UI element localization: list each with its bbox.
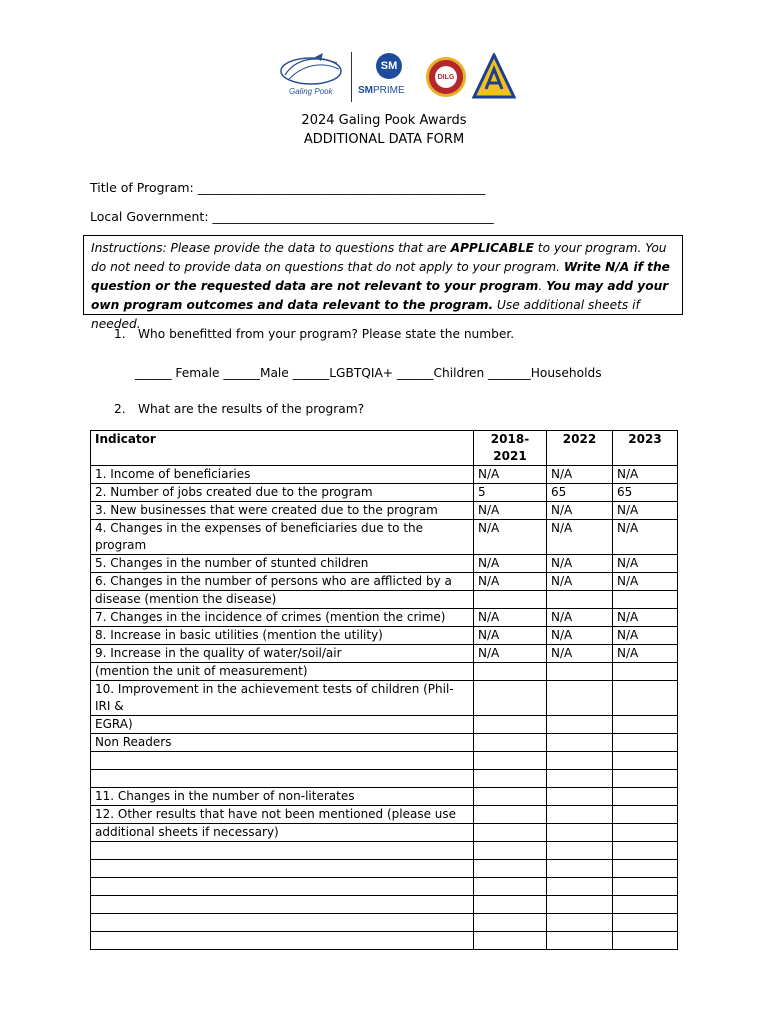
cell-2022[interactable]: [547, 752, 613, 770]
cell-2023[interactable]: [613, 914, 678, 932]
cell-2022[interactable]: [547, 896, 613, 914]
cell-2022[interactable]: N/A: [547, 520, 613, 555]
cell-2023[interactable]: [613, 806, 678, 824]
indicator-cell: [91, 932, 474, 950]
cell-2022[interactable]: [547, 716, 613, 734]
table-row: [91, 591, 678, 609]
cell-2023[interactable]: N/A: [613, 627, 678, 645]
table-row: [91, 932, 678, 950]
table-row: [91, 484, 678, 502]
cell-2018-2021[interactable]: N/A: [474, 520, 547, 555]
indicator-cell: [91, 752, 474, 770]
indicator-cell: 11. Changes in the number of non-literates: [91, 788, 474, 806]
cell-2018-2021[interactable]: [474, 824, 547, 842]
table-row: [91, 627, 678, 645]
local-government-field[interactable]: Local Government: _____________________________________________: [90, 209, 494, 224]
cell-2018-2021[interactable]: N/A: [474, 627, 547, 645]
cell-2022[interactable]: [547, 806, 613, 824]
cell-2018-2021[interactable]: N/A: [474, 555, 547, 573]
cell-2023[interactable]: [613, 932, 678, 950]
cell-2023[interactable]: N/A: [613, 502, 678, 520]
cell-2022[interactable]: N/A: [547, 627, 613, 645]
indicator-cell: Non Readers: [91, 734, 474, 752]
table-row: [91, 860, 678, 878]
cell-2018-2021[interactable]: 5: [474, 484, 547, 502]
table-row: [91, 914, 678, 932]
sm-mark: SM: [376, 53, 402, 79]
table-row: [91, 896, 678, 914]
cell-2018-2021[interactable]: [474, 788, 547, 806]
cell-2023[interactable]: [613, 824, 678, 842]
question-1: 1. Who benefitted from your program? Please state the number.: [114, 327, 515, 341]
cell-2018-2021[interactable]: N/A: [474, 609, 547, 627]
cell-2022[interactable]: [547, 878, 613, 896]
table-row: [91, 466, 678, 484]
cell-2018-2021[interactable]: N/A: [474, 466, 547, 484]
cell-2022[interactable]: [547, 734, 613, 752]
cell-2018-2021[interactable]: [474, 734, 547, 752]
cell-2018-2021[interactable]: [474, 806, 547, 824]
cell-2018-2021[interactable]: N/A: [474, 502, 547, 520]
indicator-cell: disease (mention the disease): [91, 591, 474, 609]
table-row: [91, 842, 678, 860]
cell-2022[interactable]: [547, 914, 613, 932]
results-table: [90, 430, 678, 950]
cell-2023[interactable]: [613, 842, 678, 860]
indicator-cell: (mention the unit of measurement): [91, 663, 474, 681]
cell-2023[interactable]: N/A: [613, 555, 678, 573]
galing-pook-logo: [275, 51, 345, 103]
cell-2022[interactable]: [547, 788, 613, 806]
cell-2018-2021[interactable]: [474, 752, 547, 770]
table-row: [91, 788, 678, 806]
sm-prime-logo: [358, 51, 420, 103]
header-indicator: Indicator: [91, 431, 474, 466]
cell-2023[interactable]: [613, 752, 678, 770]
indicator-cell: [91, 770, 474, 788]
form-title: 2024 Galing Pook Awards: [301, 113, 467, 128]
cell-2022[interactable]: 65: [547, 484, 613, 502]
header-2018-2021: 2018-2021: [474, 431, 547, 466]
cell-2022[interactable]: N/A: [547, 573, 613, 591]
cell-2022[interactable]: [547, 932, 613, 950]
indicator-cell: 1. Income of beneficiaries: [91, 466, 474, 484]
cell-2018-2021[interactable]: [474, 896, 547, 914]
cell-2022[interactable]: [547, 770, 613, 788]
cell-2023[interactable]: [613, 663, 678, 681]
cell-2023[interactable]: N/A: [613, 609, 678, 627]
cell-2018-2021[interactable]: [474, 932, 547, 950]
cell-2018-2021[interactable]: N/A: [474, 573, 547, 591]
cell-2023[interactable]: N/A: [613, 573, 678, 591]
table-row: [91, 609, 678, 627]
indicator-cell: 4. Changes in the expenses of beneficiaries due to the program: [91, 520, 474, 555]
cell-2022[interactable]: [547, 663, 613, 681]
cell-2018-2021[interactable]: [474, 878, 547, 896]
cell-2023[interactable]: [613, 788, 678, 806]
cell-2023[interactable]: [613, 591, 678, 609]
table-row: [91, 734, 678, 752]
table-row: [91, 716, 678, 734]
cell-2023[interactable]: N/A: [613, 645, 678, 663]
indicator-cell: 9. Increase in the quality of water/soil/air: [91, 645, 474, 663]
indicator-cell: [91, 842, 474, 860]
indicator-cell: 10. Improvement in the achievement tests of children (Phil-IRI &: [91, 681, 474, 716]
lga-logo: [472, 53, 516, 101]
table-row: [91, 555, 678, 573]
cell-2022[interactable]: [547, 681, 613, 716]
indicator-cell: [91, 914, 474, 932]
cell-2018-2021[interactable]: [474, 591, 547, 609]
question-2: 2. What are the results of the program?: [114, 402, 365, 416]
dilg-seal: [426, 57, 466, 97]
cell-2023[interactable]: 65: [613, 484, 678, 502]
cell-2023[interactable]: [613, 878, 678, 896]
cell-2023[interactable]: [613, 681, 678, 716]
indicator-cell: additional sheets if necessary): [91, 824, 474, 842]
logo-divider: [351, 52, 352, 102]
table-row: [91, 824, 678, 842]
table-row: [91, 752, 678, 770]
table-header-row: [91, 431, 678, 466]
indicator-cell: 8. Increase in basic utilities (mention the utility): [91, 627, 474, 645]
indicator-cell: 7. Changes in the incidence of crimes (mention the crime): [91, 609, 474, 627]
table-row: [91, 663, 678, 681]
cell-2018-2021[interactable]: [474, 681, 547, 716]
indicator-cell: 12. Other results that have not been mentioned (please use: [91, 806, 474, 824]
cell-2022[interactable]: N/A: [547, 466, 613, 484]
instructions-box: Instructions: Please provide the data to questions that are APPLICABLE to your program. You do not need to provide data on questions that do not apply to your program. Write N/A if the question or the requested data are not relevant to your program. You may add your own program outcomes and data relevant to the program. Use additional sheets if needed.: [83, 235, 683, 315]
indicator-cell: EGRA): [91, 716, 474, 734]
table-row: [91, 520, 678, 555]
cell-2022[interactable]: N/A: [547, 555, 613, 573]
indicator-cell: 5. Changes in the number of stunted children: [91, 555, 474, 573]
cell-2022[interactable]: N/A: [547, 609, 613, 627]
cell-2023[interactable]: [613, 716, 678, 734]
header-2023: 2023: [613, 431, 678, 466]
cell-2023[interactable]: [613, 734, 678, 752]
cell-2023[interactable]: [613, 770, 678, 788]
cell-2018-2021[interactable]: [474, 716, 547, 734]
header-2022: 2022: [547, 431, 613, 466]
table-row: [91, 681, 678, 716]
table-row: [91, 806, 678, 824]
indicator-cell: 2. Number of jobs created due to the program: [91, 484, 474, 502]
cell-2022[interactable]: N/A: [547, 502, 613, 520]
cell-2023[interactable]: N/A: [613, 466, 678, 484]
table-row: [91, 770, 678, 788]
indicator-cell: [91, 896, 474, 914]
cell-2018-2021[interactable]: [474, 842, 547, 860]
table-row: [91, 573, 678, 591]
cell-2022[interactable]: [547, 860, 613, 878]
cell-2023[interactable]: N/A: [613, 520, 678, 555]
cell-2022[interactable]: N/A: [547, 645, 613, 663]
table-row: [91, 878, 678, 896]
sponsor-logos: [275, 50, 516, 104]
beneficiary-blanks[interactable]: ______ Female ______Male ______LGBTQIA+ ______Children _______Households: [135, 366, 602, 380]
table-row: [91, 502, 678, 520]
indicator-cell: [91, 860, 474, 878]
cell-2018-2021[interactable]: [474, 663, 547, 681]
galing-pook-logo-text: Galing Pook: [289, 87, 333, 96]
indicator-cell: [91, 878, 474, 896]
program-title-field[interactable]: Title of Program: ______________________________________________: [90, 180, 486, 195]
cell-2022[interactable]: [547, 842, 613, 860]
form-subtitle: ADDITIONAL DATA FORM: [303, 132, 465, 147]
cell-2018-2021[interactable]: [474, 770, 547, 788]
cell-2018-2021[interactable]: N/A: [474, 645, 547, 663]
cell-2023[interactable]: [613, 860, 678, 878]
indicator-cell: 3. New businesses that were created due to the program: [91, 502, 474, 520]
table-row: [91, 645, 678, 663]
indicator-cell: 6. Changes in the number of persons who are afflicted by a: [91, 573, 474, 591]
sm-prime-text: SMPRIME: [358, 85, 405, 96]
cell-2023[interactable]: [613, 896, 678, 914]
cell-2022[interactable]: [547, 591, 613, 609]
cell-2018-2021[interactable]: [474, 914, 547, 932]
cell-2018-2021[interactable]: [474, 860, 547, 878]
cell-2022[interactable]: [547, 824, 613, 842]
dilg-seal-text: DILG: [435, 66, 457, 88]
